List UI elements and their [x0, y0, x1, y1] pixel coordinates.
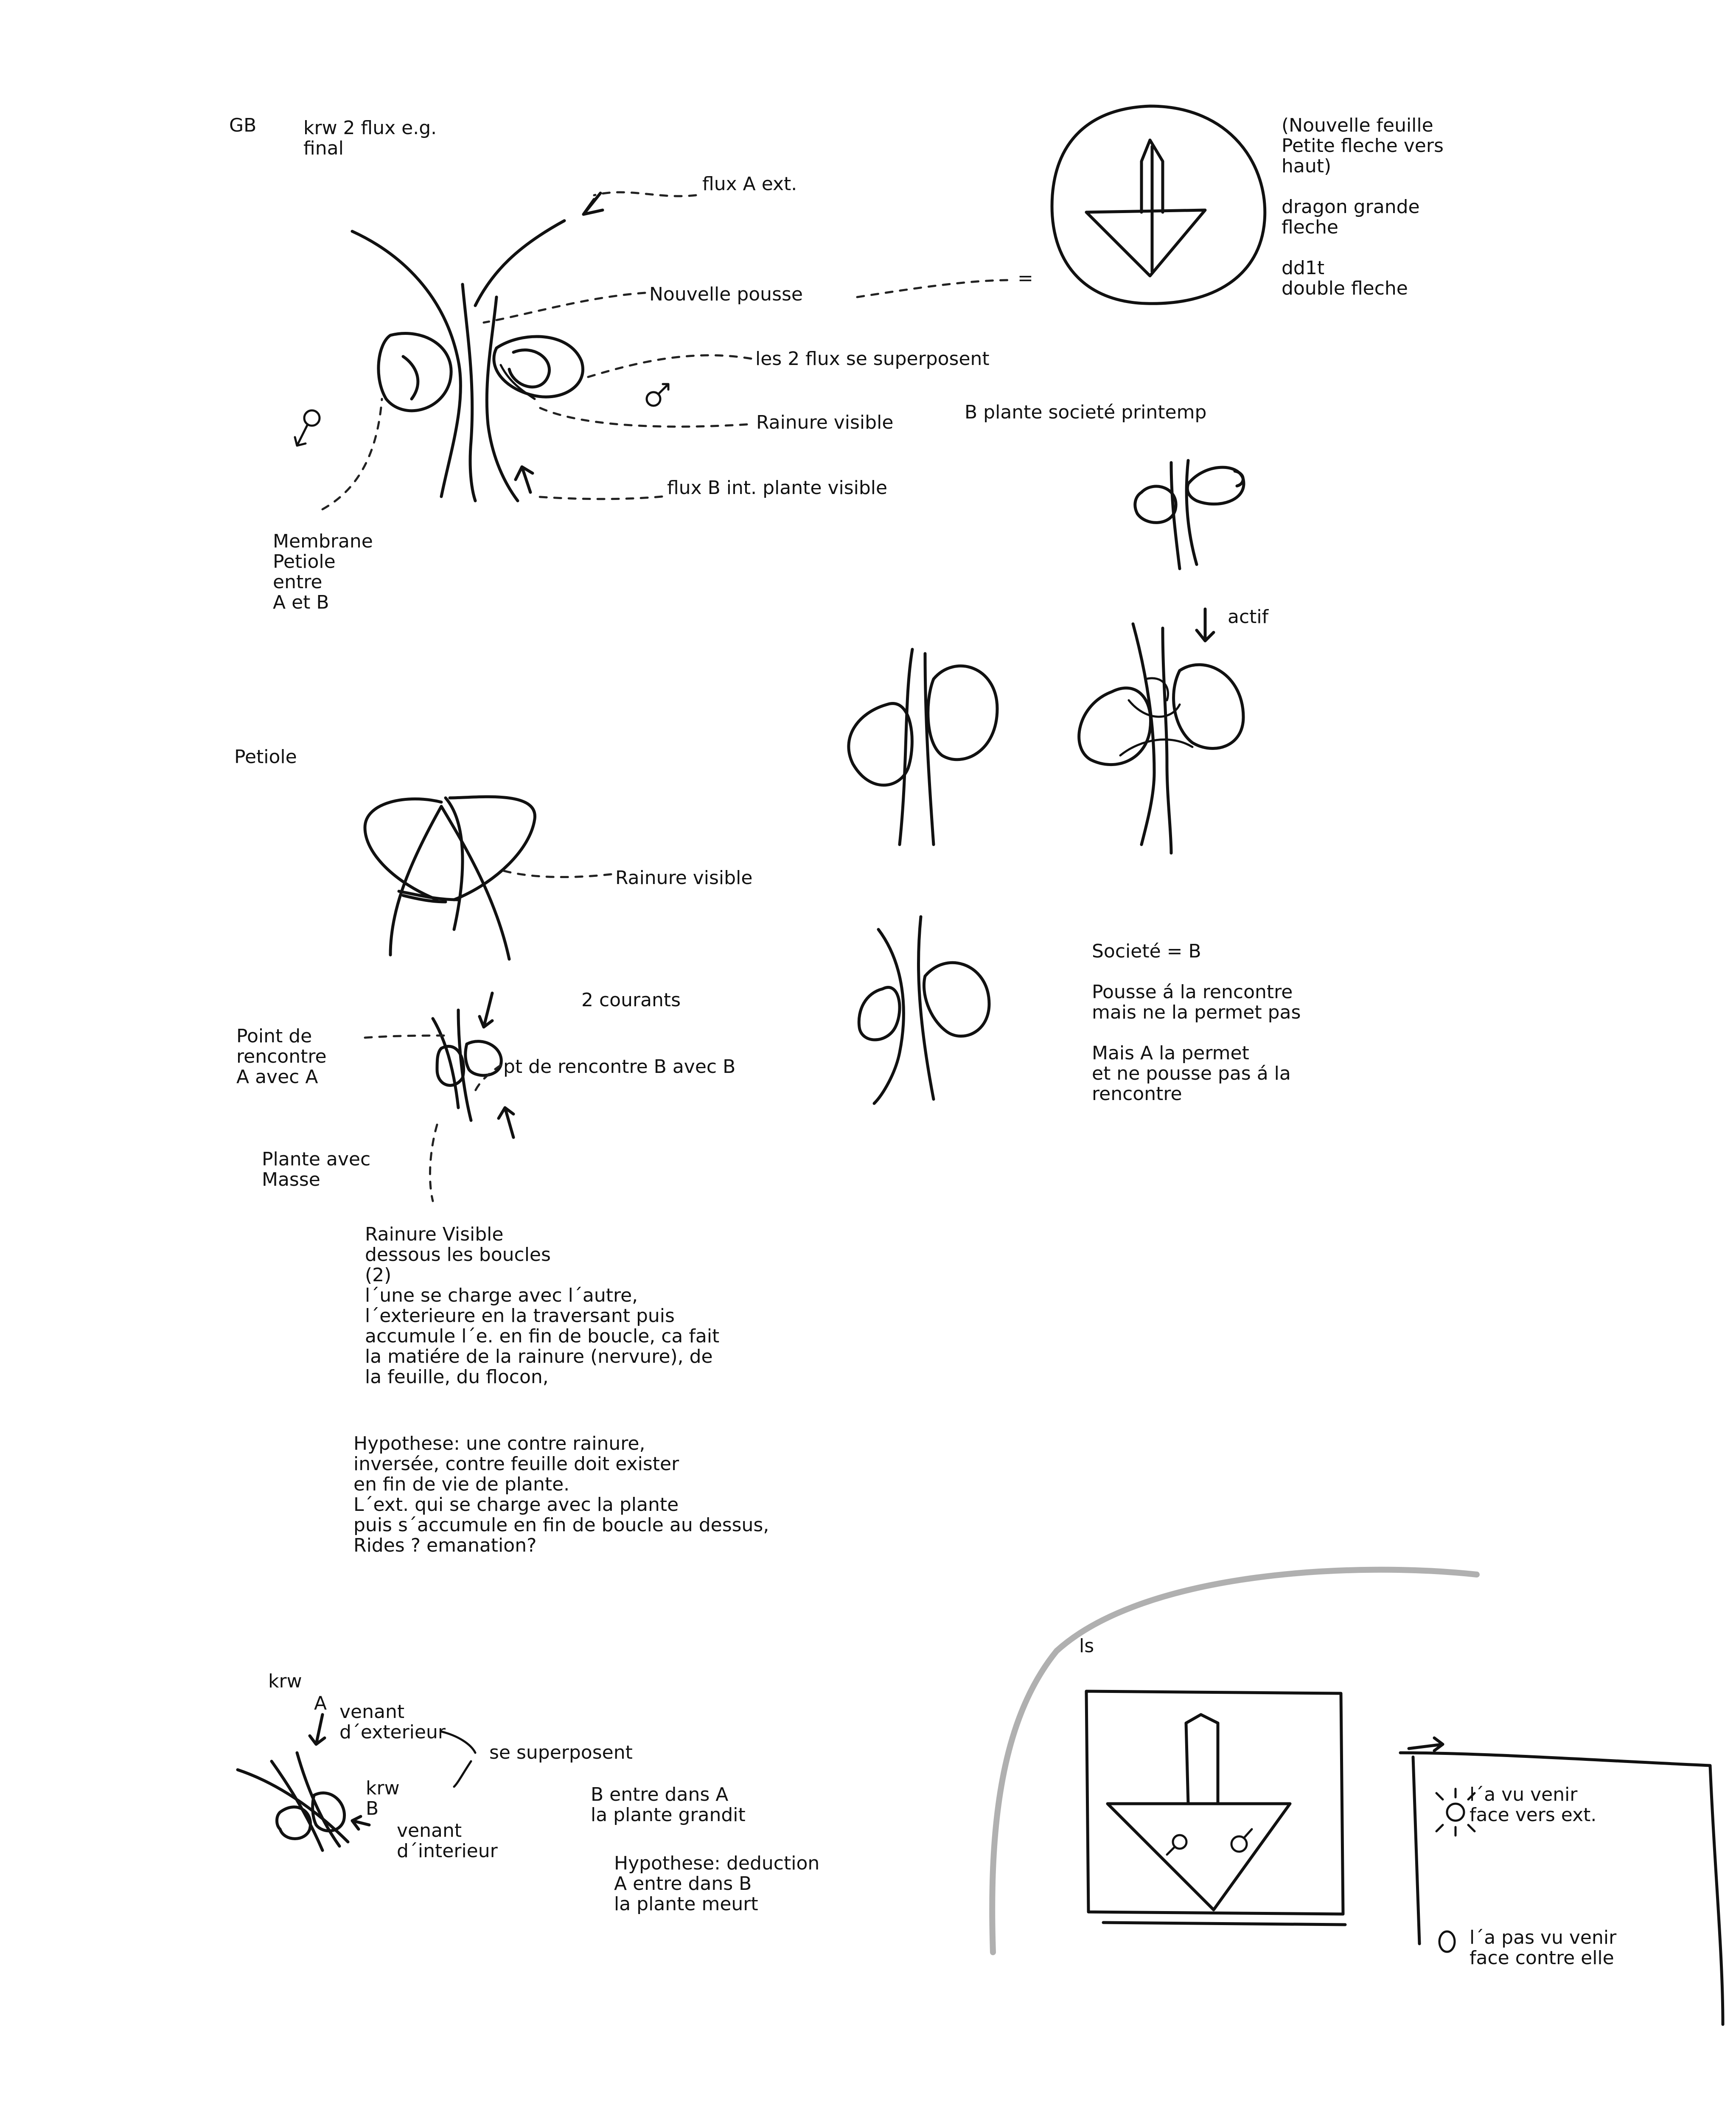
societe-note: Societé = B Pousse á la rencontre mais ne la permet pas Mais A la permet et ne pousse pas á la rencontre	[1092, 940, 1301, 1105]
superposent-dashed-line	[586, 355, 751, 378]
ls-right-box	[1400, 1753, 1723, 2024]
a-label: A	[314, 1693, 327, 1714]
superposent-label: les 2 flux se superposent	[755, 348, 990, 370]
petiole-heading: Petiole	[234, 746, 297, 768]
nouvelle-pousse-label: Nouvelle pousse	[649, 283, 803, 305]
vu-venir-label: l´a vu venir face vers ext.	[1470, 1784, 1597, 1826]
rainure-2-dashed-line	[501, 870, 611, 877]
b-in-arrow	[352, 1816, 369, 1829]
rainure-visible-label-2: Rainure visible	[615, 867, 753, 889]
male-symbol-right	[647, 384, 668, 406]
plante-masse-dashed-line	[430, 1125, 437, 1201]
petiole-sketch	[365, 797, 535, 959]
krw-label-section4: krw	[268, 1670, 302, 1692]
deux-courants-label: 2 courants	[581, 989, 681, 1011]
rainure-explanation: Rainure Visible dessous les boucles (2) l´une se charge avec l´autre, l´exterieure en la traversant puis accumule l´e. en fin de boucle, ca fait la matiére de la rainure (nervure), de la feuille, du flocon,	[365, 1224, 720, 1388]
ls-arc-frame	[992, 1570, 1477, 1952]
actif-arrow	[1197, 609, 1214, 641]
courants-arrow-down	[480, 993, 492, 1027]
superposent-connector	[441, 1732, 475, 1787]
krw-2-flux-heading: krw 2 flux e.g. final	[303, 117, 437, 159]
gb-label-top: GB	[229, 115, 257, 136]
plant-sketch-main	[352, 221, 583, 501]
vu-venir-symbol	[1436, 1789, 1475, 1836]
flux-b-arrow	[516, 467, 533, 492]
a-down-arrow	[310, 1715, 325, 1744]
krw-superpose-sketch	[238, 1753, 348, 1850]
membrane-label: Membrane Petiole entre A et B	[273, 530, 373, 613]
plante-masse-label: Plante avec Masse	[262, 1148, 371, 1190]
point-rencontre-a-label: Point de rencontre A avec A	[236, 1025, 327, 1088]
point-a-dashed-line	[365, 1036, 450, 1038]
pas-vu-venir-symbol	[1439, 1931, 1455, 1952]
flux-a-dashed-line	[594, 192, 696, 196]
flux-a-arrow	[583, 193, 603, 214]
ls-box-sketch	[1086, 1691, 1345, 1925]
plant-sketch-pair-left	[849, 649, 997, 845]
rainure-visible-label: Rainure visible	[756, 412, 894, 433]
plant-sketch-societe-small	[1135, 460, 1244, 569]
plant-sketch-societe	[859, 917, 989, 1103]
ls-label: ls	[1079, 1635, 1094, 1657]
ls-right-left-edge	[1413, 1757, 1419, 1944]
b-entre-label: B entre dans A la plante grandit	[591, 1784, 746, 1826]
plant-sketch-pair-right	[1079, 624, 1243, 853]
venant-interieur-label: venant d´interieur	[397, 1820, 498, 1862]
hypothese-2: Hypothese: deduction A entre dans B la plante meurt	[614, 1853, 820, 1915]
ls-top-arrow	[1409, 1738, 1443, 1751]
hypothese-1: Hypothese: une contre rainure, inversée, contre feuille doit exister en fin de vie de plante. L´ext. qui se charge avec la plante puis s´accumule en fin de boucle au dessus, Rides ? emanation?	[353, 1433, 769, 1556]
equals-dashed-line	[857, 280, 1010, 297]
point-rencontre-b-label: pt de rencontre B avec B	[503, 1056, 736, 1078]
equals-sign: =	[1018, 267, 1033, 289]
meeting-point-sketch	[433, 1010, 501, 1120]
nouvelle-pousse-dashed-line	[484, 293, 645, 323]
b-plante-label: B plante societé printemp	[965, 401, 1207, 423]
point-b-dashed-line	[475, 1065, 501, 1091]
se-superposent-label: se superposent	[489, 1742, 633, 1763]
venant-exterieur-label: venant d´exterieur	[339, 1701, 446, 1743]
flux-a-label: flux A ext.	[702, 173, 797, 195]
actif-label: actif	[1228, 606, 1269, 628]
rainure-dashed-line	[539, 407, 747, 427]
pas-vu-venir-label: l´a pas vu venir face contre elle	[1470, 1927, 1617, 1969]
membrane-dashed-line	[323, 399, 382, 509]
courants-arrow-up	[499, 1108, 513, 1137]
flux-b-label: flux B int. plante visible	[667, 477, 888, 499]
nouvelle-feuille-note: (Nouvelle feuille Petite fleche vers haut) dragon grande fleche dd1t double fleche	[1282, 115, 1444, 299]
flux-b-dashed-line	[535, 497, 662, 499]
double-arrow-circle	[1052, 106, 1265, 303]
female-symbol-left	[295, 410, 320, 446]
krw-b-label: krw B	[366, 1777, 400, 1819]
